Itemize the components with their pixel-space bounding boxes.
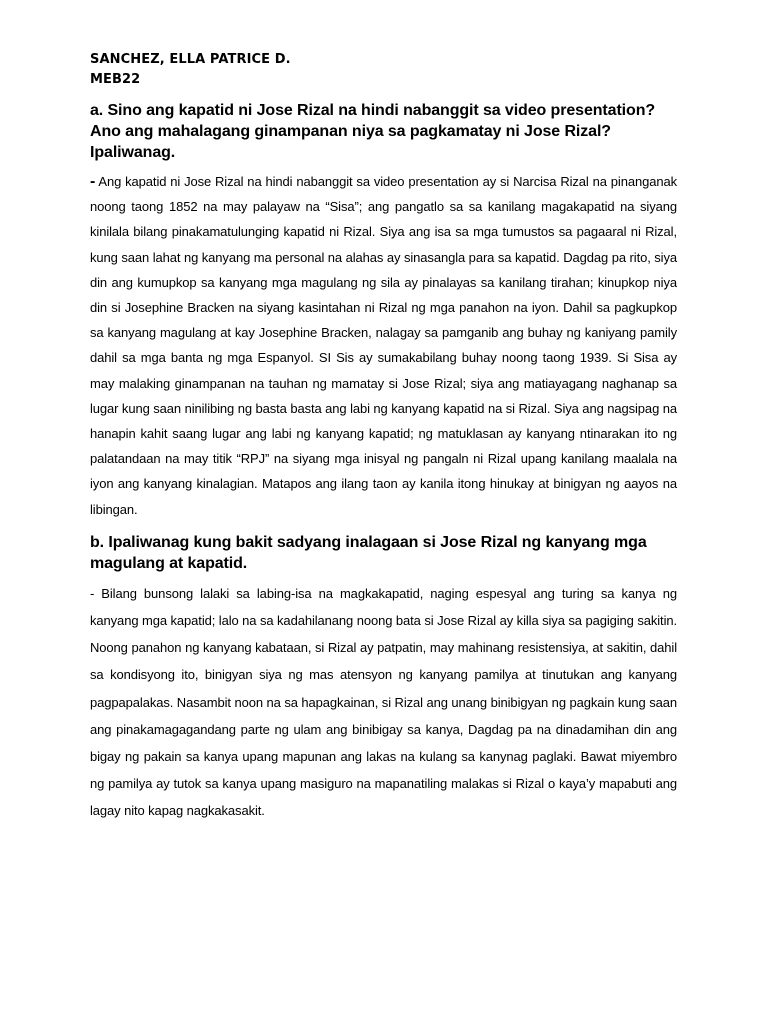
answer-b: - Bilang bunsong lalaki sa labing-isa na magkakapatid, naging espesyal ang turing sa kanya ng kanyang mga kapatid; lalo na sa kadahilanang noong bata si Jose Rizal ay killa siya sa pagiging sakitin. Noong panahon ng kanyang kabataan, si Rizal ay patpatin, may mahinang resistensiya, at sakitin, dahil sa kondisyong ito, binigyan siya ng mas atensyon ng kanyang pamilya at tinutukan ang kanyang pagpapalakas. Nasambit noon na sa hapagkainan, si Rizal ang unang binibigyan ng pagkain kung saan ang pinakamagagandang parte ng ulam ang binibigay sa kanya, Dagdag pa na dinadamihan din ang bigay ng pakain sa kanya upang mapunan ang lakas na kulang sa kanynag paglaki. Bawat miyembro ng pamilya ay tutok sa kanya upang masiguro na mapanatiling malakas si Rizal o kaya’y mapabuti ang lagay nito kapag nagkakasakit. (90, 585, 677, 819)
answer-a (90, 169, 677, 522)
section-code: MEB22 (90, 72, 141, 87)
question-b: b. Ipaliwanag kung bakit sadyang inalagaan si Jose Rizal ng kanyang mga magulang at kapatid. (90, 533, 647, 572)
answer-a-text: Ang kapatid ni Jose Rizal na hindi nabanggit sa video presentation ay si Narcisa Rizal na pinanganak noong taong 1852 na may palayaw na “Sisa”; ang pangatlo sa sa kanilang magakapatid na siyang kinilala bilang pinakamatulunging kapatid ni Rizal. Siya ang isa sa mga tumustos sa pagaaral ni Rizal, kung saan lahat ng kanyang ma personal na alahas ay sinasangla para sa kapatid. Dagdag pa rito, siya din ang kumupkop sa kanyang mga magulang ng sila ay pinalayas sa kanilang tirahan; kinupkop niya din si Josephine Bracken na siyang kasintahan ni Rizal ng mga panahon na iyon. Dahil sa pagkupkop sa kanyang magulang at kay Josephine Bracken, nalagay sa pamganib ang buhay ng kaniyang pamily dahil sa mga banta ng mga Espanyol. SI Sis ay sumakabilang buhay noong taong 1939. Si Sisa ay may malaking ginampanan na tauhan ng mamatay si Jose Rizal; siya ang matiayagang naghanap sa lugar kung saan ninilibing ng basta basta ang labi ng kanyang kapatid na si Rizal. Siya ang nagsipag na hanapin kahit saang lugar ang labi ng kanyang kapatid; ng matuklasan ay kanyang ntinarakan ito ng palatandaan na may titik “RPJ” na siyang mga inisyal ng pangaln ni Rizal upang kanilang maalala na iyon ang kanyang kinalagian. Matapos ang ilang taon ay kanila itong hinukay at binigyan ng aayos na libingan. (90, 174, 677, 517)
question-a: a. Sino ang kapatid ni Jose Rizal na hindi nabanggit sa video presentation? Ano ang mahalagang ginampanan niya sa pagkamatay ni Jose Rizal? Ipaliwanag. (90, 102, 656, 161)
answer-a-dash: - (90, 173, 96, 190)
student-name: SANCHEZ, ELLA PATRICE D. (90, 52, 291, 67)
document-page (90, 50, 677, 825)
